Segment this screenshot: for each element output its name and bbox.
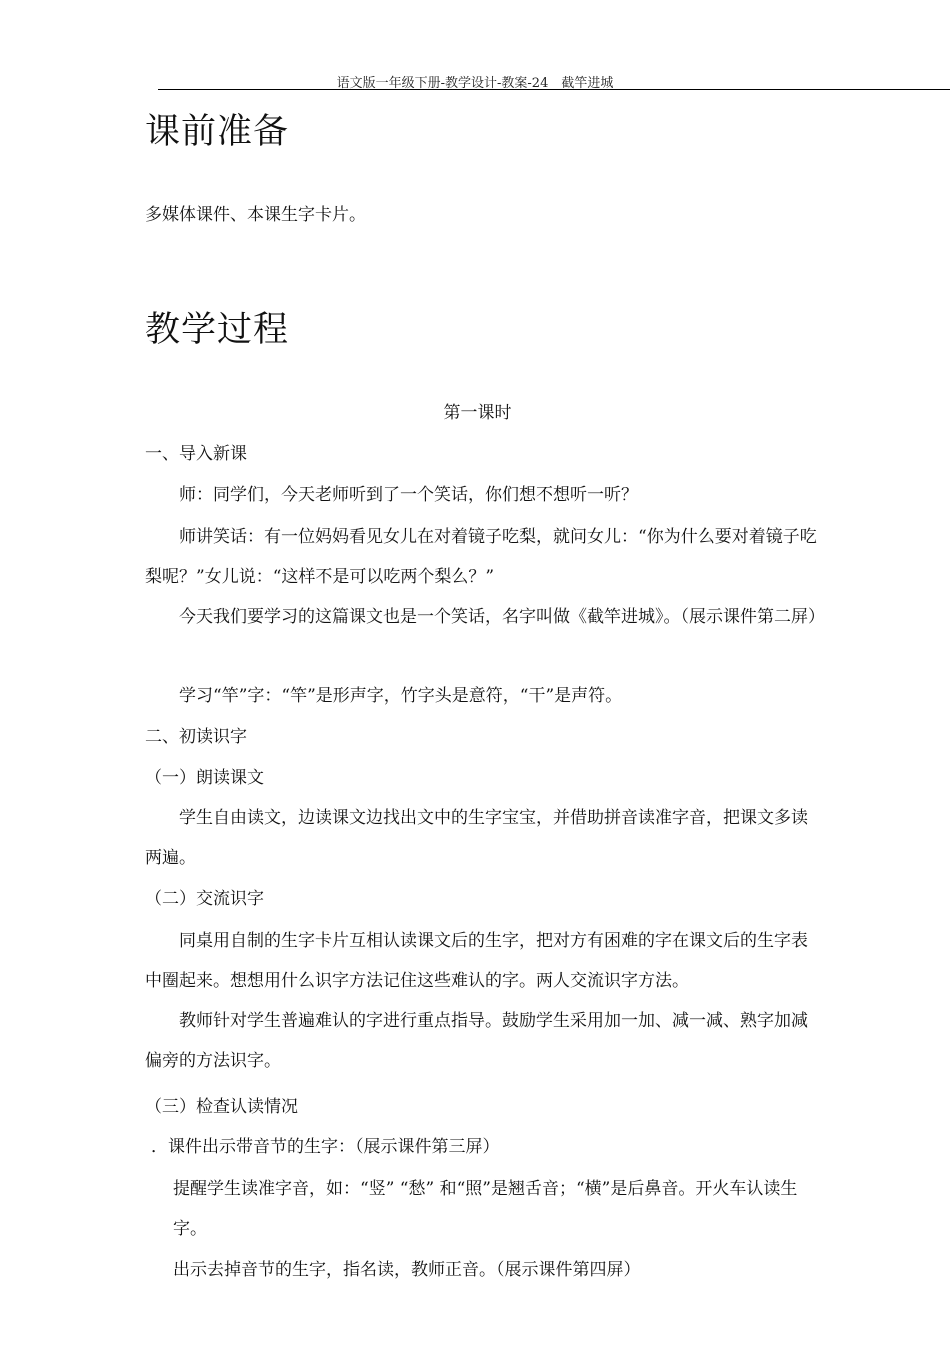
list-item-1: ．课件出示带音节的生字：（展示课件第三屏） [151, 1137, 500, 1157]
paragraph-6: 同桌用自制的生字卡片互相认读课文后的生字，把对方有困难的字在课文后的生字表中圈起来。想想用什么识字方法记住这些难认的字。两人交流识字方法。 [145, 931, 808, 991]
page-header: 语文版一年级下册-教学设计-教案-24 截竿进城 [336, 76, 614, 91]
section-2-title: 二、初读识字 [145, 727, 247, 747]
prep-text: 多媒体课件、本课生字卡片。 [145, 205, 366, 225]
subsection-1-title: （一）朗读课文 [145, 768, 264, 788]
lesson-title: 第一课时 [443, 403, 512, 423]
header-divider [158, 89, 950, 90]
paragraph-3: 今天我们要学习的这篇课文也是一个笑话，名字叫做《截竿进城》。（展示课件第二屏） [179, 607, 825, 627]
process-heading: 教学过程 [145, 310, 290, 350]
subsection-3-title: （三）检查认读情况 [145, 1097, 298, 1117]
section-1-title: 一、导入新课 [145, 444, 247, 464]
paragraph-7: 教师针对学生普遍难认的字进行重点指导。鼓励学生采用加一加、减一减、熟字加减偏旁的方法识字。 [145, 1011, 808, 1071]
paragraph-2: 师讲笑话：有一位妈妈看见女儿在对着镜子吃梨，就问女儿：“你为什么要对着镜子吃梨呢？”女儿说：“这样不是可以吃两个梨么？” [145, 527, 817, 587]
paragraph-8: 提醒学生读准字音，如：“竖” “愁” 和“照”是翘舌音；“横”是后鼻音。开火车认读生字。 [173, 1179, 798, 1239]
prep-heading: 课前准备 [145, 112, 290, 152]
paragraph-5: 学生自由读文，边读课文边找出文中的生字宝宝，并借助拼音读准字音，把课文多读两遍。 [145, 808, 808, 868]
paragraph-4: 学习“竿”字：“竿”是形声字，竹字头是意符，“干”是声符。 [179, 686, 623, 706]
paragraph-9: 出示去掉音节的生字，指名读，教师正音。（展示课件第四屏） [173, 1260, 641, 1280]
subsection-2-title: （二）交流识字 [145, 889, 264, 909]
paragraph-1: 师：同学们，今天老师听到了一个笑话，你们想不想听一听？ [179, 485, 638, 505]
